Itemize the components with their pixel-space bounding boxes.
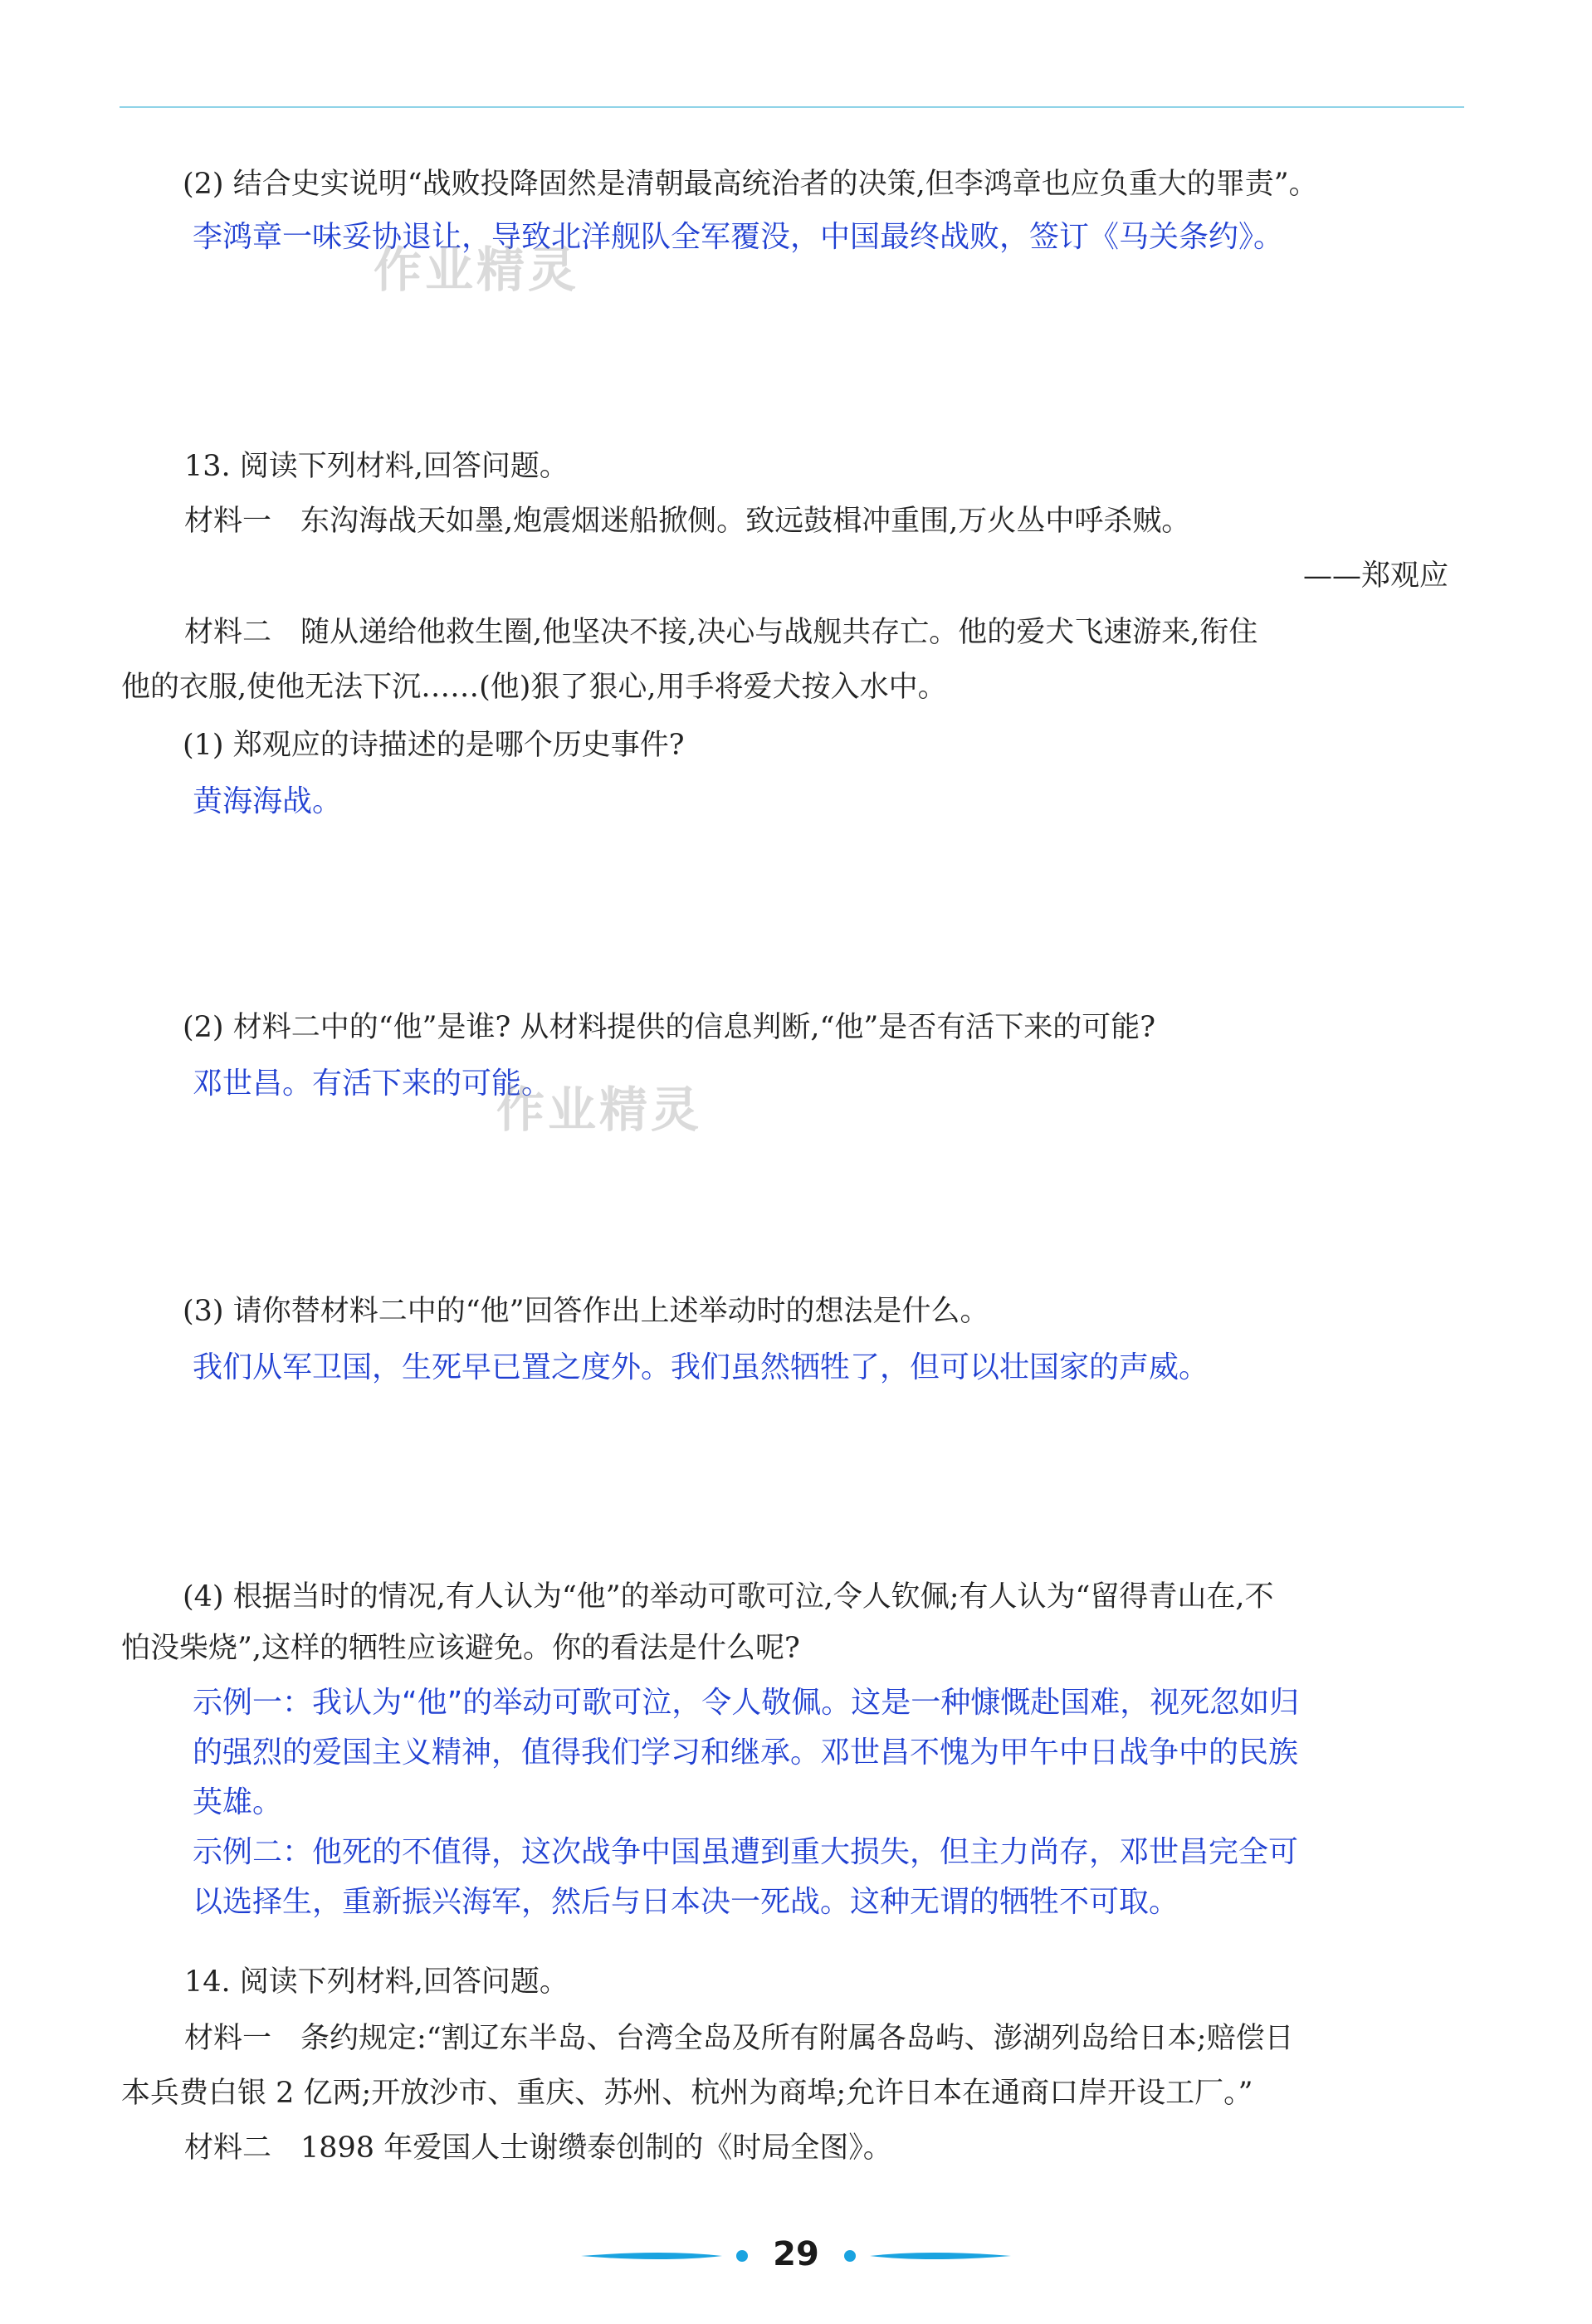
q13-sub4-answer-line: 以选择生，重新振兴海军，然后与日本决一死战。这种无谓的牺牲不可取。	[193, 1885, 1179, 1919]
watermark-2: 作业精灵	[496, 1081, 703, 1138]
q14-material2: 材料二 1898 年爱国人士谢缵泰创制的《时局全图》。	[184, 2131, 892, 2165]
watermark-1: 作业精灵	[374, 242, 580, 298]
page-number: 29	[773, 2235, 819, 2273]
q13-material2-line2: 他的衣服,使他无法下沉……(他)狠了狠心,用手将爱犬按入水中。	[121, 671, 947, 704]
q13-sub4-answer-line: 英雄。	[193, 1785, 283, 1819]
q13-sub4-question-line2: 怕没柴烧”,这样的牺牲应该避免。你的看法是什么呢?	[121, 1632, 800, 1665]
q13-sub2-question: (2) 材料二中的“他”是谁? 从材料提供的信息判断,“他”是否有活下来的可能?	[183, 1011, 1156, 1044]
q13-sub3-question: (3) 请你替材料二中的“他”回答作出上述举动时的想法是什么。	[183, 1295, 989, 1328]
q14-material1-line1: 材料一 条约规定:“割辽东半岛、台湾全岛及所有附属各岛屿、澎湖列岛给日本;赔偿日	[184, 2022, 1294, 2055]
q13-sub3-answer: 我们从军卫国，生死早已置之度外。我们虽然牺牲了，但可以壮国家的声威。	[193, 1350, 1209, 1384]
header-rule	[120, 106, 1464, 108]
q13-sub1-question: (1) 郑观应的诗描述的是哪个历史事件?	[183, 729, 685, 762]
q13-sub4-question-line1: (4) 根据当时的情况,有人认为“他”的举动可歌可泣,令人钦佩;有人认为“留得青山在,不	[183, 1580, 1274, 1614]
q13-material2-line1: 材料二 随从递给他救生圈,他坚决不接,决心与战舰共存亡。他的爱犬飞速游来,衔住	[184, 616, 1258, 649]
q13-sub2-answer: 邓世昌。有活下来的可能。	[193, 1067, 552, 1101]
q12-sub2-answer: 李鸿章一味妥协退让，导致北洋舰队全军覆没，中国最终战败，签订《马关条约》。	[193, 220, 1284, 254]
q13-sub4-answer-line: 示例二：他死的不值得，这次战争中国虽遭到重大损失，但主力尚存，邓世昌完全可	[193, 1835, 1299, 1869]
q13-sub1-answer: 黄海海战。	[193, 784, 343, 818]
q13-sub4-answer-line: 示例一：我认为“他”的举动可歌可泣，令人敬佩。这是一种慷慨赴国难，视死忽如归	[193, 1686, 1300, 1720]
q14-title: 14. 阅读下列材料,回答问题。	[184, 1965, 569, 1999]
q13-material1-author: ——郑观应	[1302, 559, 1448, 593]
q13-material1: 材料一 东沟海战天如墨,炮震烟迷船掀侧。致远鼓楫冲重围,万火丛中呼杀贼。	[184, 505, 1191, 538]
q13-sub4-answer-line: 的强烈的爱国主义精神，值得我们学习和继承。邓世昌不愧为甲午中日战争中的民族	[193, 1736, 1299, 1770]
q12-sub2-question: (2) 结合史实说明“战败投降固然是清朝最高统治者的决策,但李鸿章也应负重大的罪责”。	[183, 168, 1318, 201]
q13-title: 13. 阅读下列材料,回答问题。	[184, 450, 569, 483]
q14-material1-line2: 本兵费白银 2 亿两;开放沙市、重庆、苏州、杭州为商埠;允许日本在通商口岸开设工厂。”	[121, 2077, 1253, 2110]
